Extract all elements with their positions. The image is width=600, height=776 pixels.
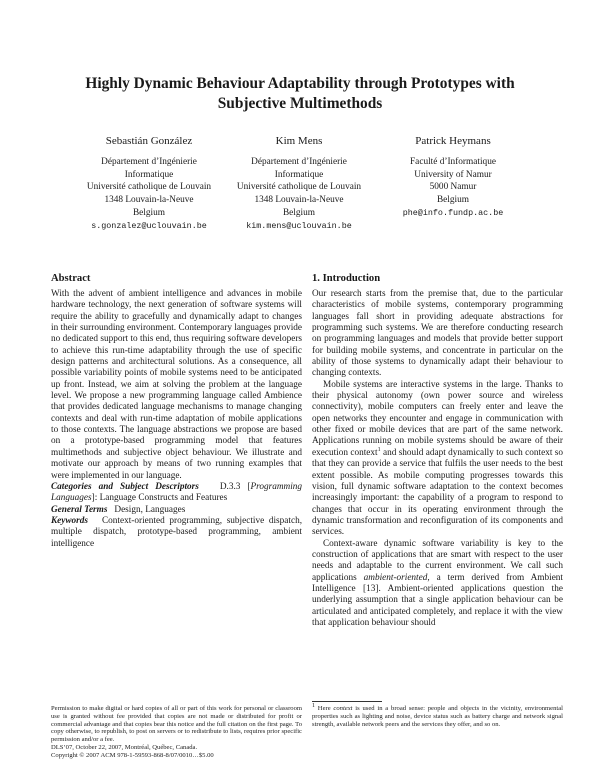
author-affiliation: 5000 Namur [429, 182, 477, 193]
author-affiliation: Belgium [436, 195, 470, 206]
permission-text: Permission to make digital or hard copies of all or part of this work for personal or classroom use is granted without fee provided that copies are not made or distributed for profit or commercial advantage and that copies bear this notice and the full citation on the first page. To copy otherwise, to republish, to post on servers or to redistribute to lists, requires prior specific permission and/or a fee. [51, 705, 302, 744]
right-column [312, 272, 563, 629]
terms-label: General Terms [51, 504, 108, 515]
intro-p3-emphasis: ambient-oriented [363, 572, 428, 583]
author-affiliation: Informatique [124, 169, 174, 180]
author-name: Sebastián González [105, 135, 193, 147]
author-affiliation: Université catholique de Louvain [86, 182, 212, 193]
left-column [51, 272, 302, 550]
footnote-ref[interactable]: 1 [377, 446, 381, 453]
author-affiliation: Département d’Ingénierie [251, 157, 347, 167]
categories-topic: Programming Languages [51, 481, 303, 504]
intro-p3-part-a: Context-aware dynamic software variability is key to the construction of applications that are smart with respect to the user needs and adaptable to the current environment. We call such applications [312, 538, 563, 583]
terms-text: Design, Languages [114, 504, 186, 515]
author-affiliation: Informatique [274, 169, 324, 180]
author-affiliation: Faculté d’Informatique [410, 157, 496, 167]
author-email[interactable]: kim.mens@uclouvain.be [246, 220, 352, 231]
abstract-text: With the advent of ambient intelligence and advances in mobile hardware technology, the next generation of software systems will require the ability to gracefully and dynamically adapt to changes in their surrounding environment. Contemporary languages provide no dedicated support to this end, thus requiring software developers to achieve this run-time adaptability through the use of specific design patterns and architectural solutions. As a consequence, all possible variability points of mobile systems need to be anticipated up front. Instead, we aim at solving the problem at the language level. We propose a new programming language called Ambience that provides dedicated language mechanisms to manage changing contexts and deal with run-time adaptation of mobile applications to those contexts. The language abstractions we propose are based on a prototype-based programming model that features multimethods and subjective object behaviour. We illustrate and motivate our approach by means of two running examples that were implemented in our language. [51, 289, 302, 481]
categories-rest: ]: Language Constructs and Features [91, 493, 228, 504]
author-affiliation: 1348 Louvain-la-Neuve [254, 195, 344, 206]
intro-p3-part-b: , a term derived from Ambient Intelligence [13]. Ambient-oriented applications question the underlying assumption that a single application behaviour can be articulated and anticipated completely, and replace it with the view that application behaviour should [312, 572, 563, 628]
author-block-1 [64, 134, 234, 232]
footnote-text: is used in a broad sense: people and objects in the vicinity, environmental properties such as lighting and noise, device status such as battery charge and network signal strength, available network peers and the services they offer, and so on. [312, 705, 563, 728]
categories-code: D.3.3 [ [219, 481, 251, 492]
author-affiliation: Département d’Ingénierie [101, 157, 197, 167]
author-affiliation: 1348 Louvain-la-Neuve [104, 195, 194, 206]
intro-p2-part-b: and should adapt dynamically to such context so that they can provide a service that fulfils the user needs to the best extent possible. As mobile computing progresses towards this vision, full dynamic software adaptation to the context becomes increasingly important: the capability of a program to respond to changes that occur in its operating environment through the dynamic transformation and reconfiguration of its components and services. [312, 447, 563, 538]
author-affiliation: Belgium [282, 207, 316, 218]
footnote-emphasis: context [333, 705, 353, 712]
intro-paragraph-3 [312, 539, 563, 630]
copyright-line: Copyright © 2007 ACM 978-1-59593-868-8/07/0010…$5.00 [51, 751, 214, 759]
author-block-3 [368, 134, 538, 220]
author-affiliation: Université catholique de Louvain [236, 182, 362, 193]
footnote-pre: Here [315, 705, 334, 712]
categories-descriptors [51, 482, 302, 505]
intro-p2-part-a: Mobile systems are interactive systems in the large. Thanks to their physical autonomy (own power source and wireless connectivity), mobile computers can freely enter and leave the open networks they encounter and engage in communication with other fixed or mobile devices that are part of the same network. Applications running on mobile systems should be aware of their execution context [312, 379, 563, 458]
footnote-mark: 1 [312, 702, 315, 709]
conference-venue: DLS’07, October 22, 2007, Montréal, Québec, Canada. [51, 743, 198, 751]
author-name: Kim Mens [275, 135, 323, 147]
author-block-2 [214, 134, 384, 232]
title-line-1: Highly Dynamic Behaviour Adaptability through Prototypes with [85, 75, 515, 92]
section-heading: 1. Introduction [312, 273, 381, 284]
keywords [51, 516, 302, 550]
intro-paragraph-2 [312, 380, 563, 539]
author-name: Patrick Heymans [415, 135, 491, 147]
intro-paragraph-1: Our research starts from the premise that, due to the particular characteristics of mobile systems, contemporary programming languages fall short in providing adequate abstractions for programming such systems. We are therefore conducting research on programming languages and models that provide better support for building mobile systems, and concentrate in particular on the ability of those systems to dynamically adapt their behaviour to changing contexts. [312, 289, 563, 379]
author-affiliation: Belgium [132, 207, 166, 218]
author-email[interactable]: s.gonzalez@uclouvain.be [91, 220, 207, 231]
footnote [312, 702, 563, 728]
author-affiliation: University of Namur [414, 169, 492, 180]
categories-label: Categories and Subject Descriptors [51, 481, 199, 492]
keywords-text: Context-oriented programming, subjective dispatch, multiple dispatch, prototype-based programming, ambient intelligence [51, 515, 303, 549]
keywords-label: Keywords [51, 515, 88, 526]
footnote-rule [312, 701, 382, 702]
general-terms [51, 505, 302, 516]
abstract-heading: Abstract [51, 273, 91, 284]
copyright-notice [51, 705, 302, 760]
author-email[interactable]: phe@info.fundp.ac.be [402, 207, 504, 218]
title-line-2: Subjective Multimethods [217, 95, 383, 112]
paper-title [40, 74, 560, 114]
